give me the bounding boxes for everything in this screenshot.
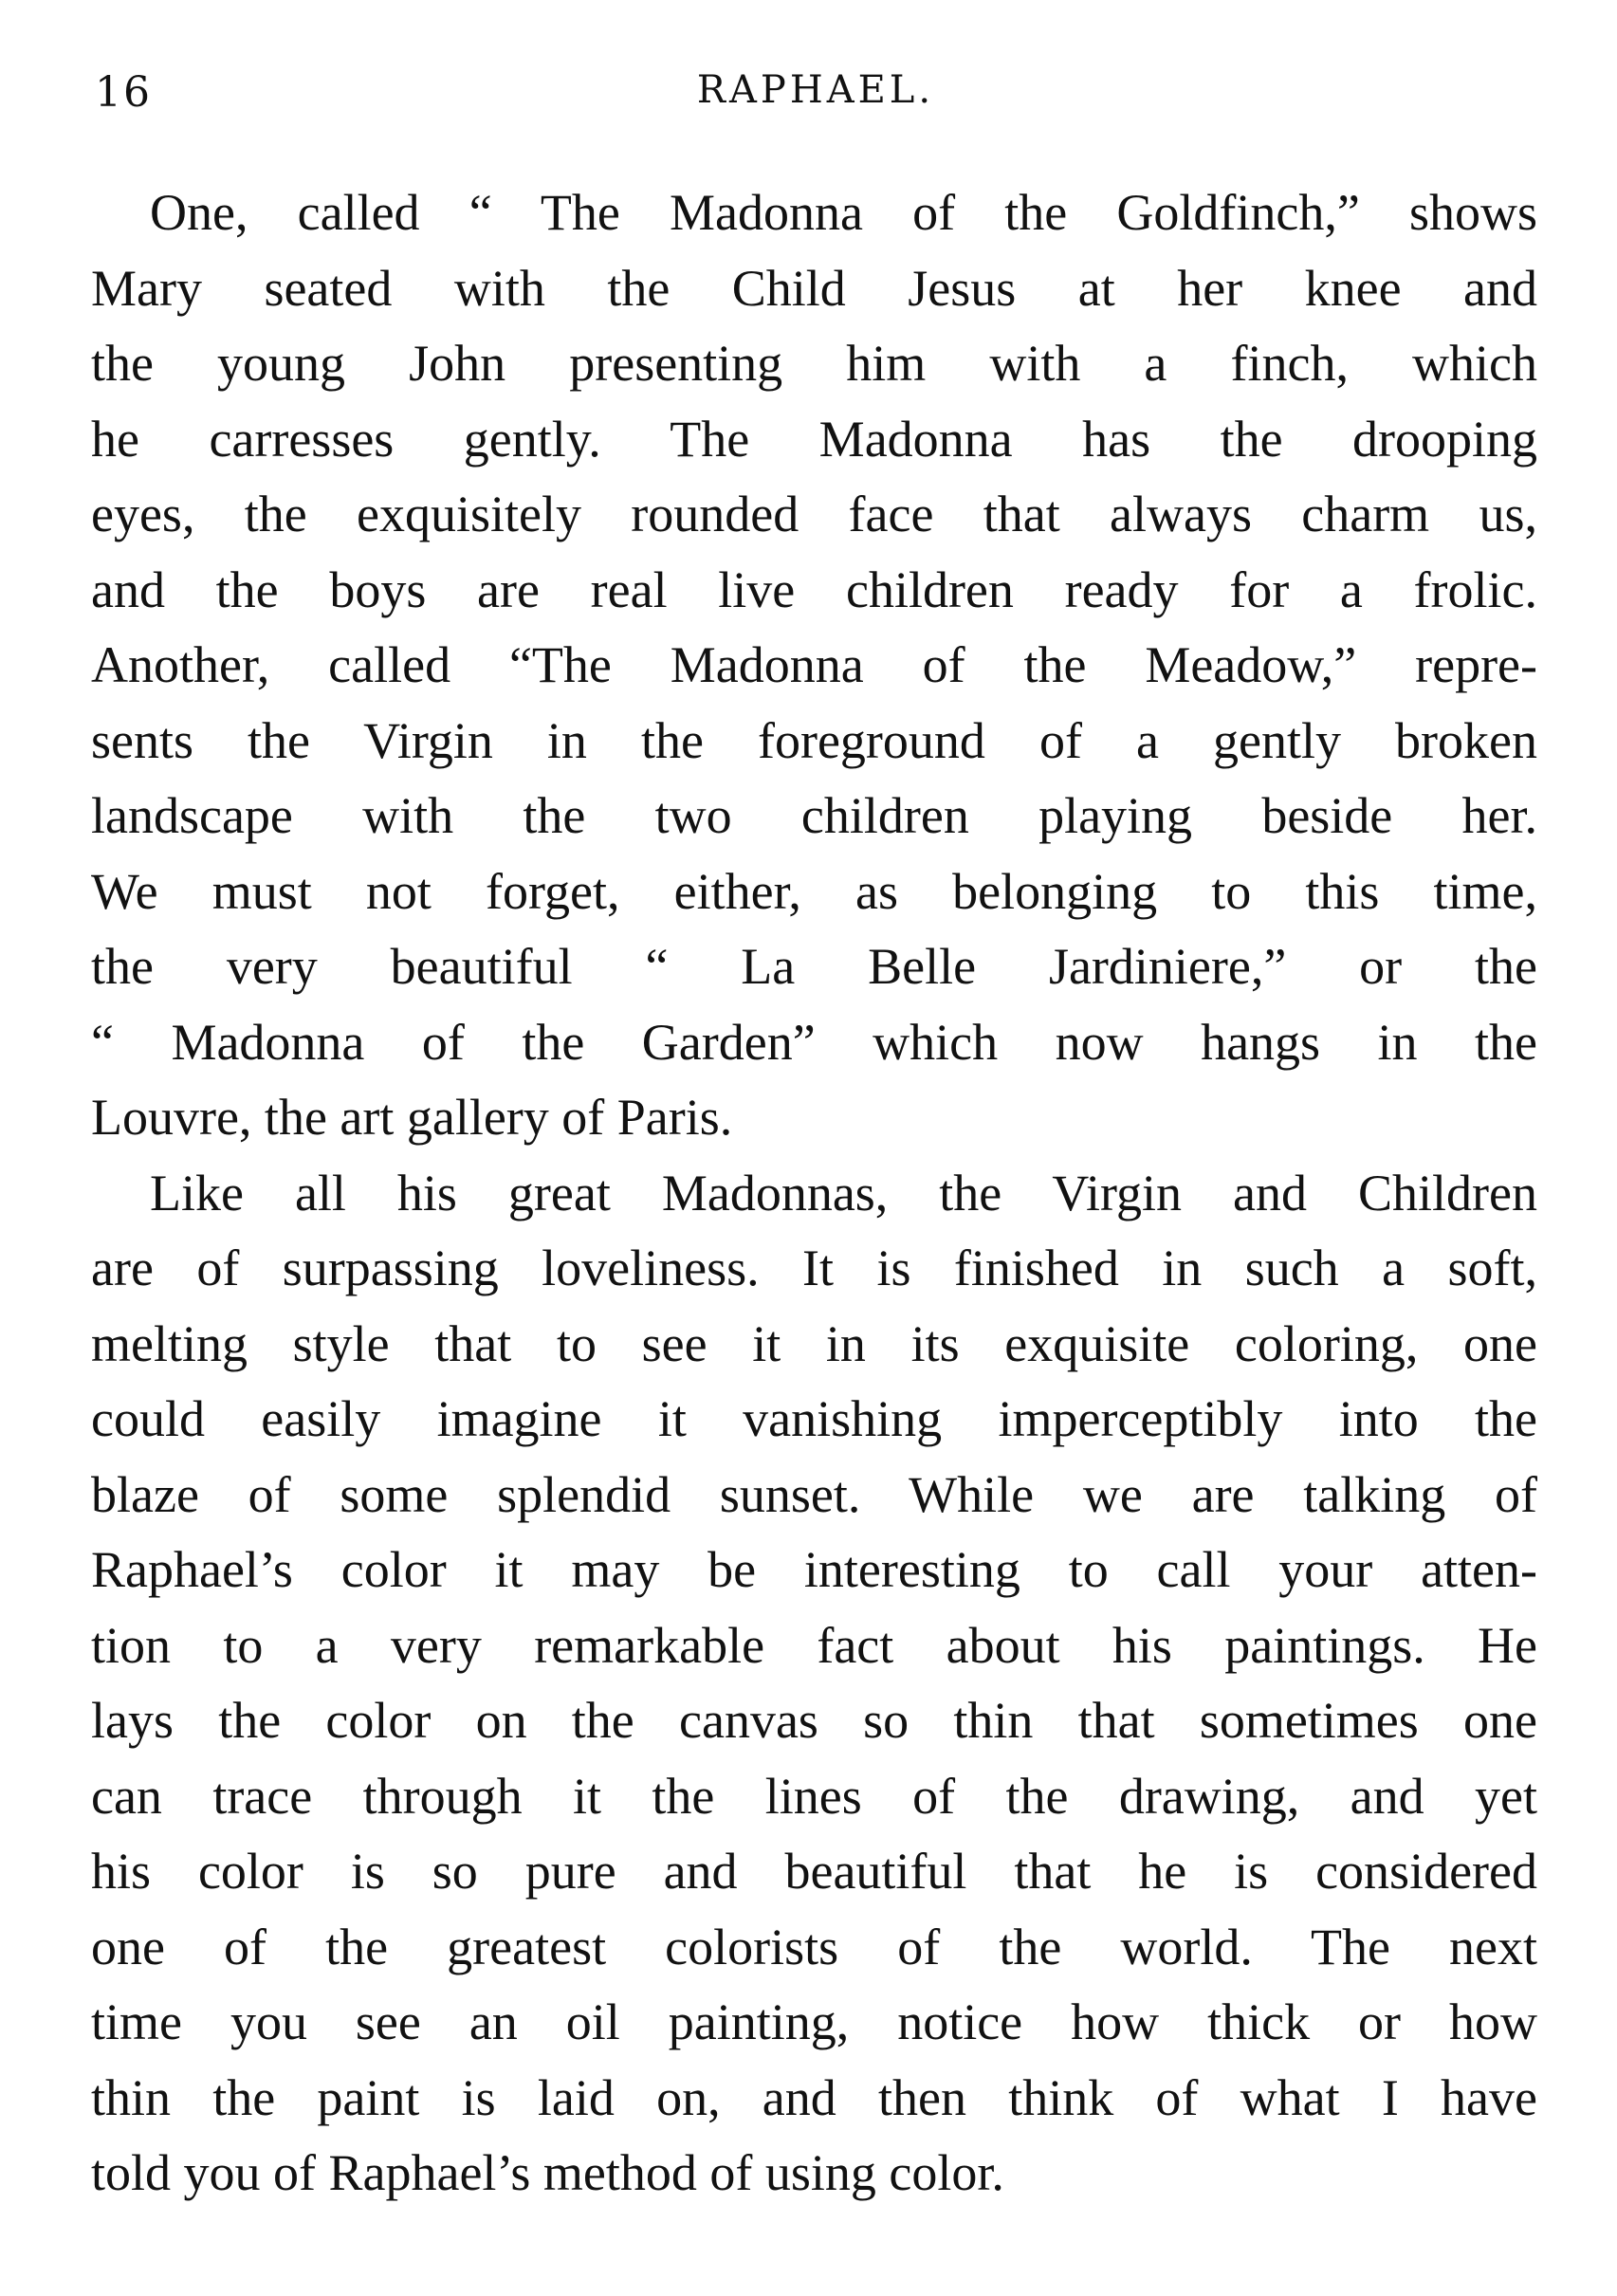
- text-line: sents the Virgin in the foreground of a gently broken: [91, 711, 1537, 769]
- text-line: blaze of some splendid sunset. While we are talking of: [91, 1465, 1537, 1523]
- text-line: the very beautiful “ La Belle Jardiniere,” or the: [91, 938, 1537, 995]
- text-line: landscape with the two children playing beside her.: [91, 787, 1537, 844]
- text-line: and the boys are real live children ready for a frolic.: [91, 560, 1537, 618]
- running-head: [95, 68, 1536, 125]
- running-title: RAPHAEL.: [696, 68, 935, 112]
- text-line: Louvre, the art gallery of Paris.: [91, 1089, 733, 1146]
- text-line: Like all his great Madonnas, the Virgin and Children: [150, 1164, 1537, 1221]
- text-line: he carresses gently. The Madonna has the drooping: [91, 410, 1537, 468]
- text-line: One, called “ The Madonna of the Goldfinch,” shows: [150, 184, 1537, 241]
- text-line: eyes, the exquisitely rounded face that always charm us,: [91, 486, 1537, 542]
- text-line: one of the greatest colorists of the world. The next: [91, 1918, 1537, 1975]
- text-line: can trace through it the lines of the drawing, and yet: [91, 1767, 1537, 1825]
- body-text: [91, 175, 1537, 2212]
- text-line: thin the paint is laid on, and then think of what I have: [91, 2068, 1537, 2126]
- text-line: time you see an oil painting, notice how thick or how: [91, 1993, 1537, 2050]
- text-line: We must not forget, either, as belonging to this time,: [91, 862, 1537, 920]
- text-line: are of surpassing loveliness. It is finished in such a soft,: [91, 1240, 1537, 1296]
- text-line: tion to a very remarkable fact about his paintings. He: [91, 1616, 1537, 1674]
- text-line: Raphael’s color it may be interesting to call your atten-: [91, 1541, 1537, 1598]
- text-line: melting style that to see it in its exquisite coloring, one: [91, 1314, 1537, 1372]
- text-line: Mary seated with the Child Jesus at her knee and: [91, 259, 1537, 317]
- text-line: told you of Raphael’s method of using color.: [91, 2144, 1004, 2201]
- text-line: lays the color on the canvas so thin that sometimes one: [91, 1692, 1537, 1749]
- text-line: “ Madonna of the Garden” which now hangs in the: [91, 1013, 1537, 1071]
- text-line: Another, called “The Madonna of the Meadow,” repre-: [91, 636, 1537, 693]
- text-line: his color is so pure and beautiful that he is considered: [91, 1843, 1537, 1900]
- page-number: 16: [95, 68, 152, 117]
- text-line: could easily imagine it vanishing imperceptibly into the: [91, 1390, 1537, 1447]
- text-line: the young John presenting him with a finch, which: [91, 335, 1537, 392]
